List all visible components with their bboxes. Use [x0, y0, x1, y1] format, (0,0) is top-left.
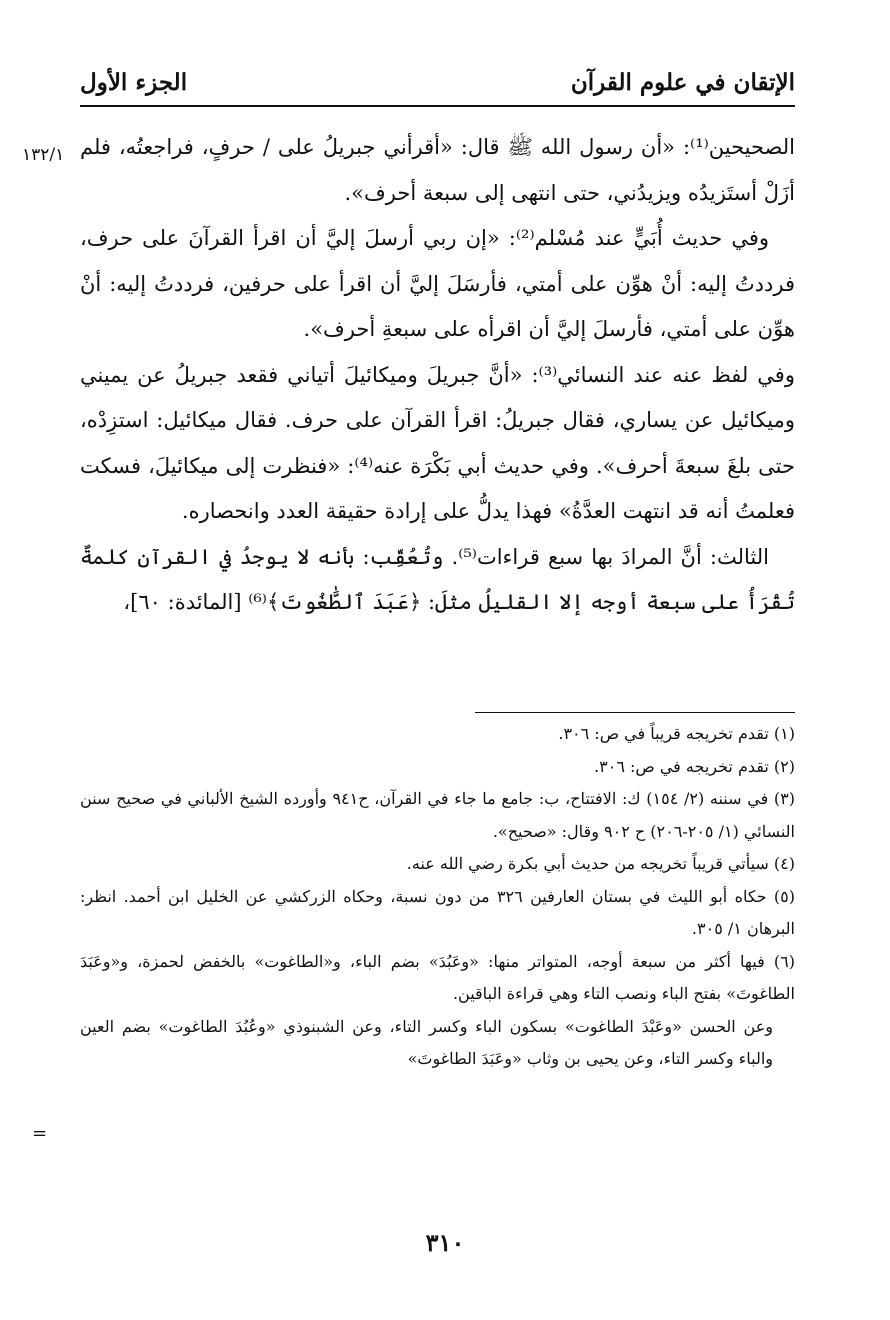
continuation-mark: =: [32, 1123, 48, 1144]
footnote: (٥) حكاه أبو الليث في بستان العارفين ٣٢٦ من دون نسبة، وحكاه الزركشي عن الخليل ابن أحمد. انظر: البرهان ١/ ٣٠٥.: [80, 886, 796, 938]
header-rule: [80, 105, 795, 107]
main-text: [80, 125, 795, 626]
footnote-rule: [475, 712, 795, 713]
footnote: (٦) فيها أكثر من سبعة أوجه، المتواتر منها: «وعَبُدَ» بضم الباء، و«الطاغوت» بالخفض لحمزة، و«وعَبَدَ الطاغوتَ» بفتح الباء ونصب التاء وهي قراءة الباقين.: [80, 951, 796, 1003]
volume-label: الجزء الأول: [80, 68, 188, 96]
footnote: (٢) تقدم تخريجه في ص: ٣٠٦.: [594, 756, 795, 776]
running-header: [80, 62, 795, 102]
book-title: الإتقان في علوم القرآن: [570, 68, 795, 96]
footnote: (٤) سيأتي قريباً تخريجه من حديث أبي بكرة رضي الله عنه.: [406, 854, 795, 873]
footnote-continuation: وعن الحسن «وعَبْدَ الطاغوت» بسكون الباء وكسر التاء، وعن الشبنوذي «وعُبُدَ الطاغوت» بضم العين والباء وكسر التاء، وعن يحيى بن وثاب «وعَبَدَ الطاغوتَ»: [80, 1016, 773, 1068]
body-paragraph: وفي لفظ عنه عند النسائي⁽³⁾: «أنَّ جبريلَ وميكائيلَ أتياني فقعد جبريلُ عن يميني وميكائيل عن يساري، فقال جبريلُ: اقرأ القرآن على حرف. فقال ميكائيل: استزِدْه، حتى بلغَ سبعةَ أحرف». وفي حديث أبي بَكْرَة عنه⁽⁴⁾: «فنظرت إلى ميكائيلَ، فسكت فعلمتُ أنه قد انتهت العدَّةُ» فهذا يدلُّ على إرادة حقيقة العدد وانحصاره.: [80, 362, 795, 523]
footnotes: [80, 718, 795, 1076]
footnote: (١) تقدم تخريجه قريباً في ص: ٣٠٦.: [558, 724, 795, 743]
body-paragraph: الصحيحين⁽¹⁾: «أن رسول الله ﷺ قال: «أقرأني جبريلُ على / حرفٍ، فراجعتُه، فلم أزَلْ أستَزيدُه ويزيدُني، حتى انتهى إلى سبعة أحرف».: [80, 135, 795, 205]
footnote: (٣) في سننه (٢/ ١٥٤) ك: الافتتاح، ب: جامع ما جاء في القرآن، ح٩٤١ وأورده الشيخ الألباني في صحيح سنن النسائي (١/ ٢٠٥-٢٠٦) ح ٩٠٢ وقال: «صحيح».: [80, 789, 796, 841]
margin-reference: ١٣٢/١: [22, 145, 65, 165]
body-paragraph: وفي حديث أُبَيٍّ عند مُسْلم⁽²⁾: «إن ربي أرسلَ إليَّ أن اقرأ القرآنَ على حرف، فرددتُ إليه: أنْ هوِّن على أمتي، فأرسَلَ إليَّ أن اقرأ على حرفين، فرددتُ إليه: أنْ هوِّن على أمتي، فأرسلَ إليَّ أن اقرأه على سبعةِ أحرف».: [80, 226, 795, 341]
page-number: ٣١٠: [425, 1228, 465, 1257]
body-paragraph: الثالث: أنَّ المرادَ بها سبع قراءات⁽⁵⁾. وتُعُقِّب: بأنه لا يوجدُ في القرآن كلمةٌ تُقْرَأُ على سبعة أوجه إلا القليلُ مثلَ: ﴿عَبَدَ ٱلطَّٰغُوتَ﴾⁽⁶⁾ [المائدة: ٦٠]،: [80, 544, 795, 614]
